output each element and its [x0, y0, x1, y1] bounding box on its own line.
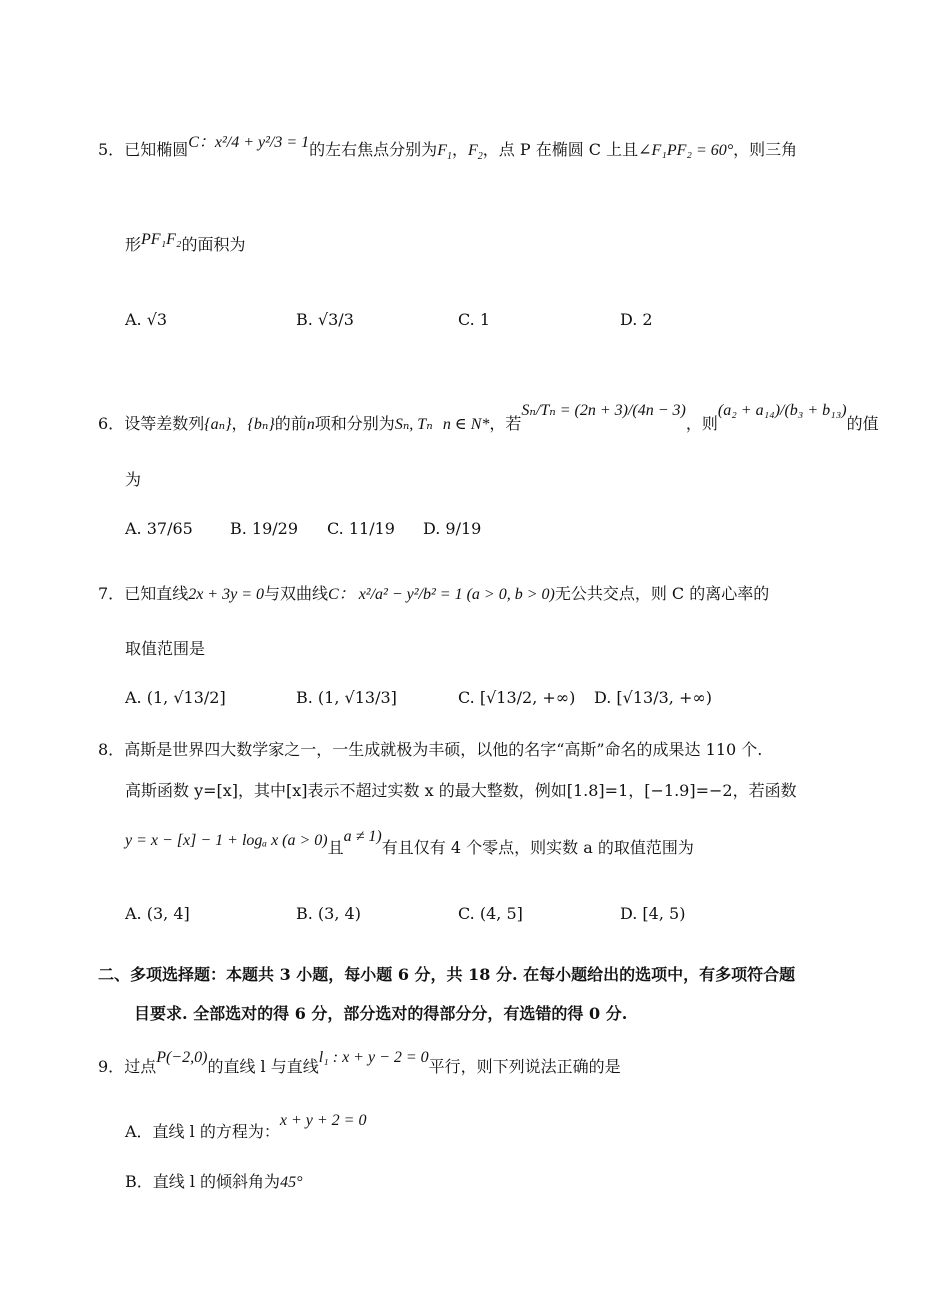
q8-option-d: D. [4, 5) — [620, 904, 686, 923]
q6-sums: Sₙ, Tₙ — [394, 416, 433, 433]
q7-option-c: C. [√13/2, +∞) — [458, 688, 576, 707]
q9-option-a: A．直线 l 的方程为：x + y + 2 = 0 — [125, 1112, 367, 1141]
q5-option-a: A. √3 — [125, 310, 168, 329]
q9-point: P(−2,0) — [156, 1049, 208, 1066]
q5-text: 已知椭圆 — [124, 140, 189, 159]
section2-heading-line1: 二、多项选择题：本题共 3 小题，每小题 6 分，共 18 分. 在每小题给出的选项中，有多项符合题 — [98, 965, 796, 984]
q6-seq-b: {bₙ} — [247, 416, 275, 433]
q5-angle: ∠F₁PF₂ = 60° — [638, 142, 734, 159]
q8-option-c: C. (4, 5] — [458, 904, 523, 923]
q6-line1: 6．设等差数列{aₙ}，{bₙ}的前n项和分别为Sₙ, Tₙ n ∈ N*，若Sₙ/Tₙ = (2n + 3)/(4n − 3)，则(a₂ + a₁₄)/(b₃ + b₁₃)的值 — [98, 402, 879, 433]
q5-line1: 5．已知椭圆C：x²/4 + y²/3 = 1的左右焦点分别为$F_1$，$F_2$，点 P 在椭圆 C 上且∠F₁PF₂ = 60°，则三角 — [98, 134, 798, 163]
q7-line-equation: 2x + 3y = 0 — [188, 586, 264, 603]
q5-line2: 形PF₁F₂的面积为 — [125, 231, 246, 254]
q7-hyperbola: C： x²/a² − y²/b² = 1 (a > 0, b > 0) — [328, 586, 555, 603]
q6-option-a: A. 37/65 — [125, 519, 193, 538]
q6-seq-a: {aₙ} — [204, 416, 232, 433]
q9-line-l1: l₁ : x + y − 2 = 0 — [318, 1049, 429, 1066]
q8-option-a: A. (3, 4] — [125, 904, 190, 923]
q5-text: ，则三角 — [733, 140, 798, 159]
section2-heading-line2: 目要求. 全部选对的得 6 分，部分选对的得部分分，有选错的得 0 分. — [134, 1004, 628, 1023]
q6-option-d: D. 9/19 — [423, 519, 482, 538]
q6-line2: 为 — [125, 470, 142, 489]
q7-option-d: D. [√13/3, +∞) — [594, 688, 712, 707]
q5-option-d: D. 2 — [620, 310, 653, 329]
q5-text: ，点 P 在椭圆 C 上且 — [482, 140, 639, 159]
q8-line1: 8．高斯是世界四大数学家之一，一生成就极为丰硕，以他的名字“高斯”命名的成果达 110 个. — [98, 740, 763, 759]
q6-option-b: B. 19/29 — [230, 519, 299, 538]
q7-option-b: B. (1, √13/3] — [296, 688, 397, 707]
q6-option-c: C. 11/19 — [327, 519, 395, 538]
q5-number: 5． — [98, 140, 125, 159]
q5-text: 的左右焦点分别为 — [309, 140, 438, 159]
q5-option-b: B. √3/3 — [296, 310, 354, 329]
q5-f1: $F_1$ — [437, 142, 452, 163]
q9-option-a-equation: x + y + 2 = 0 — [279, 1112, 367, 1129]
q6-expression: (a₂ + a₁₄)/(b₃ + b₁₃) — [717, 402, 847, 419]
q5-f2: $F_2$ — [467, 142, 483, 163]
q9-line1: 9．过点P(−2,0)的直线 l 与直线l₁ : x + y − 2 = 0平行，则下列说法正确的是 — [98, 1049, 621, 1076]
q9-option-b: B．直线 l 的倾斜角为45° — [125, 1172, 303, 1191]
q9-option-b-angle: 45° — [280, 1174, 303, 1191]
q8-option-b: B. (3, 4) — [296, 904, 361, 923]
q7-option-a: A. (1, √13/2] — [125, 688, 226, 707]
q6-ratio: Sₙ/Tₙ = (2n + 3)/(4n − 3) — [521, 402, 686, 419]
q7-line1: 7．已知直线2x + 3y = 0与双曲线C： x²/a² − y²/b² = 1 (a > 0, b > 0)无公共交点，则 C 的离心率的 — [98, 584, 770, 603]
q8-function: y = x − [x] − 1 + logₐ x (a > 0) — [125, 832, 328, 849]
q8-line2: 高斯函数 y=[x]，其中[x]表示不超过实数 x 的最大整数，例如[1.8]=1，[−1.9]=−2，若函数 — [125, 781, 797, 800]
q5-triangle: PF₁F₂ — [141, 231, 182, 248]
q8-line3: y = x − [x] − 1 + logₐ x (a > 0)且a ≠ 1)有且仅有 4 个零点，则实数 a 的取值范围为 — [125, 828, 694, 857]
q7-line2: 取值范围是 — [125, 639, 206, 658]
q5-ellipse-equation: C：x²/4 + y²/3 = 1 — [188, 134, 310, 151]
q5-option-c: C. 1 — [458, 310, 491, 329]
